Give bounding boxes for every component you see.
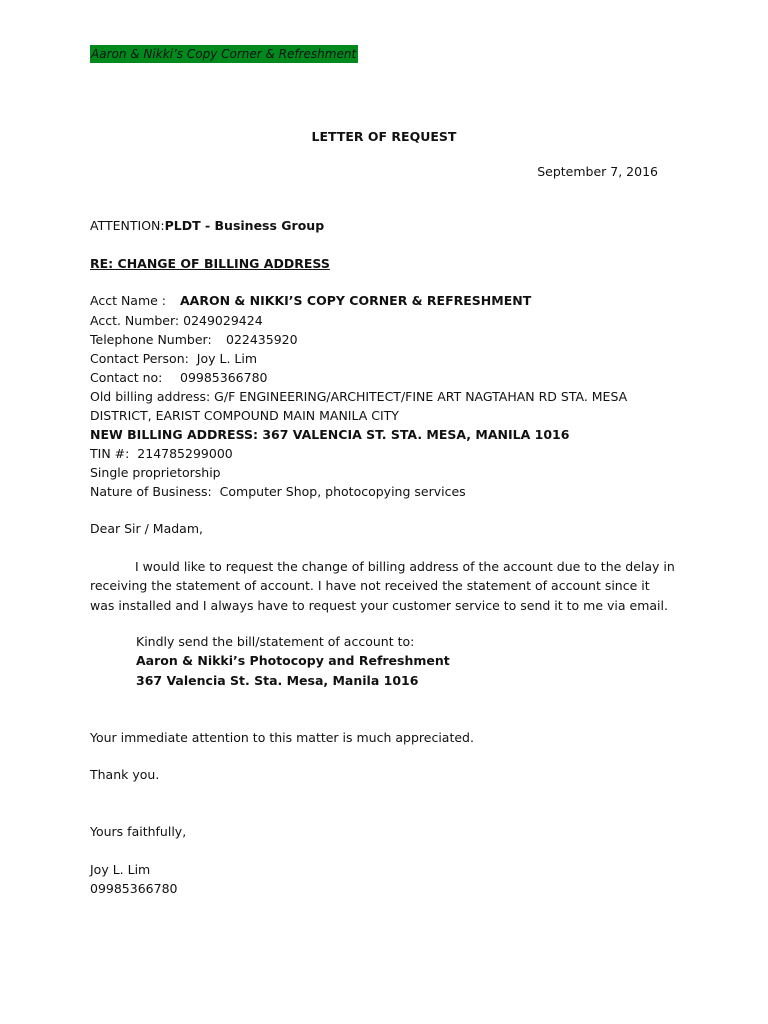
attention-recipient: PLDT - Business Group (164, 218, 325, 233)
tin-value: 214785299000 (137, 446, 233, 461)
acct-name-label: Acct Name : (90, 293, 167, 308)
tin-label: TIN #: (90, 446, 130, 461)
nature-label: Nature of Business: (90, 484, 212, 499)
signatory-phone: 09985366780 (90, 881, 178, 896)
acct-number-label: Acct. Number: (90, 313, 180, 328)
letter-date: September 7, 2016 (537, 164, 658, 179)
contact-no-value: 09985366780 (180, 370, 268, 385)
body-paragraph: I would like to request the change of billing address of the account due to the delay in receiving the statement of account. I have not received the statement of account since it was installed and I always have to request your customer service to send it to me via email. (90, 559, 675, 613)
send-to-name: Aaron & Nikki’s Photocopy and Refreshment (136, 653, 450, 668)
nature-of-business-line (90, 483, 466, 501)
signatory-name: Joy L. Lim (90, 862, 151, 877)
acct-number-value: 0249029424 (183, 313, 263, 328)
contact-person-label: Contact Person: (90, 351, 189, 366)
telephone-label: Telephone Number: (90, 332, 212, 347)
send-to-address: 367 Valencia St. Sta. Mesa, Manila 1016 (136, 673, 419, 688)
acct-name-line (90, 292, 531, 310)
salutation: Dear Sir / Madam, (90, 521, 203, 536)
telephone-value: 022435920 (226, 332, 298, 347)
letter-title: LETTER OF REQUEST (311, 129, 457, 144)
business-name-highlight: Aaron & Nikki’s Copy Corner & Refreshment (91, 47, 357, 61)
acct-number-line (90, 312, 263, 330)
contact-no-label: Contact no: (90, 370, 163, 385)
thank-you: Thank you. (90, 767, 160, 782)
contact-person-line (90, 350, 257, 368)
attention-label: ATTENTION: (90, 218, 165, 233)
closing-line: Your immediate attention to this matter is much appreciated. (90, 730, 474, 745)
sign-off: Yours faithfully, (90, 824, 187, 839)
subject-line: RE: CHANGE OF BILLING ADDRESS (90, 256, 330, 271)
acct-name-value: AARON & NIKKI’S COPY CORNER & REFRESHMENT (180, 293, 532, 308)
nature-value: Computer Shop, photocopying services (219, 484, 466, 499)
tin-line (90, 445, 233, 463)
telephone-line (90, 331, 298, 349)
attention-line (90, 217, 324, 235)
contact-no-line (90, 369, 267, 387)
ownership-type: Single proprietorship (90, 465, 221, 480)
send-to-intro: Kindly send the bill/statement of account to: (136, 634, 415, 649)
old-billing-line-1: Old billing address: G/F ENGINEERING/ARCHITECT/FINE ART NAGTAHAN RD STA. MESA (90, 389, 628, 404)
new-billing-address: NEW BILLING ADDRESS: 367 VALENCIA ST. STA. MESA, MANILA 1016 (90, 427, 570, 442)
old-billing-line-2: DISTRICT, EARIST COMPOUND MAIN MANILA CITY (90, 408, 399, 423)
contact-person-value: Joy L. Lim (196, 351, 258, 366)
